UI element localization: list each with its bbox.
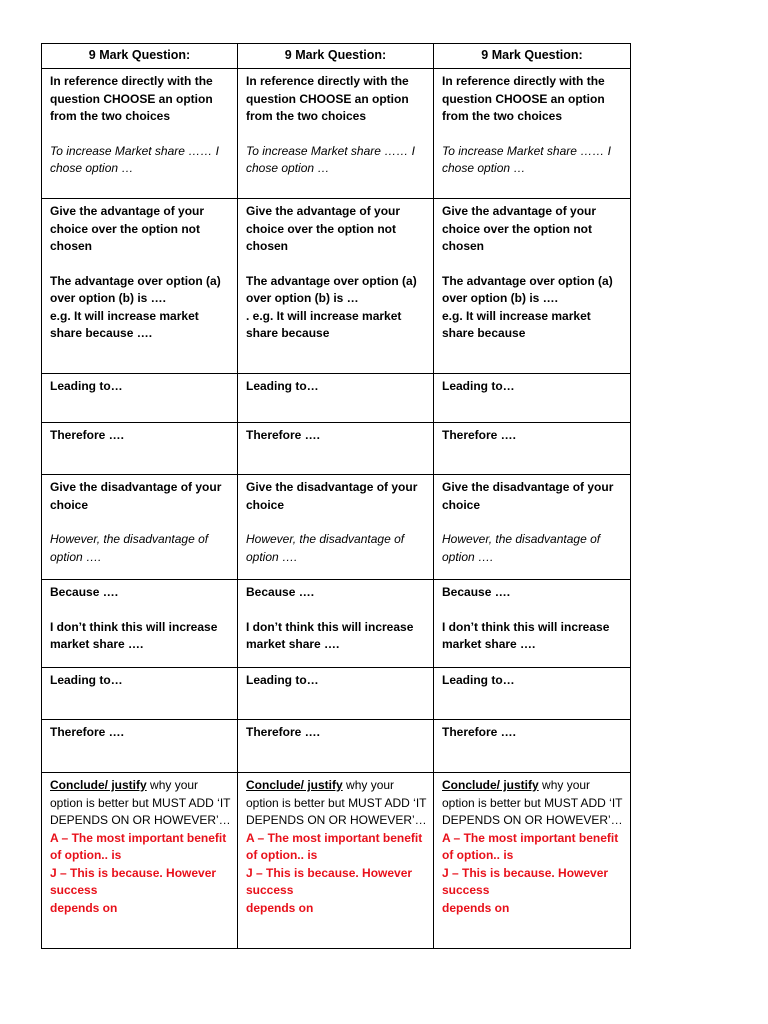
disadvantage-cell — [434, 475, 631, 580]
example-text: e.g. It will increase market share because …. — [50, 308, 199, 340]
conclude-text: why your option is better but MUST ADD ‘IT DEPENDS ON OR HOWEVER’… — [442, 778, 623, 827]
prompt-text: However, the disadvantage of option …. — [50, 532, 209, 564]
conclude-row — [42, 773, 631, 949]
column-header: 9 Mark Question: — [42, 44, 238, 69]
instruction-text: Give the advantage of your choice over the option not chosen — [442, 204, 597, 253]
red-note-a: A – The most important benefit of option.. is — [50, 830, 227, 862]
therefore-row-2 — [42, 720, 631, 773]
instruction-text: Because …. — [442, 585, 511, 599]
conclude-heading: Conclude/ justify — [442, 778, 539, 792]
therefore-row — [42, 423, 631, 475]
leading-to-cell — [434, 668, 631, 720]
prompt-text: Therefore …. — [442, 428, 517, 442]
instruction-text: In reference directly with the question CHOOSE an option from the two choices — [50, 74, 213, 123]
choose-option-row — [42, 69, 631, 199]
because-cell — [42, 580, 238, 668]
instruction-text: Give the disadvantage of your choice — [246, 480, 418, 512]
prompt-text: The advantage over option (a) over option (b) is …. — [442, 273, 613, 305]
advantage-cell — [42, 199, 238, 374]
example-text: . e.g. It will increase market share because — [246, 308, 402, 340]
prompt-text: To increase Market share …… I chose option … — [246, 143, 415, 175]
instruction-text: In reference directly with the question CHOOSE an option from the two choices — [246, 74, 409, 123]
conclude-cell — [42, 773, 238, 949]
prompt-text: However, the disadvantage of option …. — [442, 532, 601, 564]
red-note-depends: depends on — [50, 900, 118, 915]
instruction-text: Because …. — [246, 585, 315, 599]
prompt-text: Therefore …. — [442, 725, 517, 739]
therefore-cell — [238, 720, 434, 773]
leading-to-row-2 — [42, 668, 631, 720]
leading-to-cell — [434, 374, 631, 423]
instruction-text: Give the disadvantage of your choice — [442, 480, 614, 512]
prompt-text: The advantage over option (a) over option (b) is …. — [50, 273, 221, 305]
therefore-cell — [42, 423, 238, 475]
column-header: 9 Mark Question: — [434, 44, 631, 69]
prompt-text: I don’t think this will increase market share …. — [442, 619, 610, 651]
conclude-cell — [238, 773, 434, 949]
red-note-j: J – This is because. However success — [442, 865, 609, 897]
prompt-text: I don’t think this will increase market share …. — [50, 619, 218, 651]
header-row — [42, 44, 631, 69]
instruction-text: Give the advantage of your choice over the option not chosen — [246, 204, 401, 253]
leading-to-row — [42, 374, 631, 423]
prompt-text: Leading to… — [442, 673, 515, 687]
question-table — [41, 43, 631, 949]
leading-to-cell — [238, 374, 434, 423]
instruction-text: In reference directly with the question CHOOSE an option from the two choices — [442, 74, 605, 123]
red-note-j: J – This is because. However success — [50, 865, 217, 897]
conclude-cell — [434, 773, 631, 949]
because-row — [42, 580, 631, 668]
conclude-instruction — [442, 778, 623, 827]
leading-to-cell — [42, 668, 238, 720]
choose-option-cell — [42, 69, 238, 199]
prompt-text: Leading to… — [50, 673, 123, 687]
example-text: e.g. It will increase market share because — [442, 308, 591, 340]
prompt-text: Therefore …. — [246, 428, 321, 442]
advantage-cell — [238, 199, 434, 374]
leading-to-cell — [238, 668, 434, 720]
therefore-cell — [434, 720, 631, 773]
choose-option-cell — [434, 69, 631, 199]
red-note-j: J – This is because. However success — [246, 865, 413, 897]
because-cell — [434, 580, 631, 668]
conclude-instruction — [246, 778, 427, 827]
conclude-text: why your option is better but MUST ADD ‘IT DEPENDS ON OR HOWEVER’… — [50, 778, 231, 827]
prompt-text: Leading to… — [442, 379, 515, 393]
conclude-instruction — [50, 778, 231, 827]
therefore-cell — [42, 720, 238, 773]
prompt-text: Therefore …. — [50, 428, 125, 442]
prompt-text: Leading to… — [246, 673, 319, 687]
instruction-text: Because …. — [50, 585, 119, 599]
prompt-text: Leading to… — [246, 379, 319, 393]
red-note-a: A – The most important benefit of option.. is — [442, 830, 619, 862]
instruction-text: Give the disadvantage of your choice — [50, 480, 222, 512]
disadvantage-cell — [42, 475, 238, 580]
red-note-depends: depends on — [442, 900, 510, 915]
because-cell — [238, 580, 434, 668]
disadvantage-cell — [238, 475, 434, 580]
choose-option-cell — [238, 69, 434, 199]
prompt-text: To increase Market share …… I chose option … — [442, 143, 611, 175]
conclude-heading: Conclude/ justify — [50, 778, 147, 792]
prompt-text: However, the disadvantage of option …. — [246, 532, 405, 564]
red-note-a: A – The most important benefit of option.. is — [246, 830, 423, 862]
disadvantage-row — [42, 475, 631, 580]
red-note-depends: depends on — [246, 900, 314, 915]
leading-to-cell — [42, 374, 238, 423]
prompt-text: The advantage over option (a) over option (b) is … — [246, 273, 417, 305]
conclude-text: why your option is better but MUST ADD ‘IT DEPENDS ON OR HOWEVER’… — [246, 778, 427, 827]
prompt-text: Therefore …. — [246, 725, 321, 739]
column-header: 9 Mark Question: — [238, 44, 434, 69]
conclude-heading: Conclude/ justify — [246, 778, 343, 792]
advantage-row — [42, 199, 631, 374]
therefore-cell — [434, 423, 631, 475]
instruction-text: Give the advantage of your choice over the option not chosen — [50, 204, 205, 253]
advantage-cell — [434, 199, 631, 374]
prompt-text: I don’t think this will increase market share …. — [246, 619, 414, 651]
prompt-text: Leading to… — [50, 379, 123, 393]
prompt-text: To increase Market share …… I chose option … — [50, 143, 219, 175]
therefore-cell — [238, 423, 434, 475]
prompt-text: Therefore …. — [50, 725, 125, 739]
